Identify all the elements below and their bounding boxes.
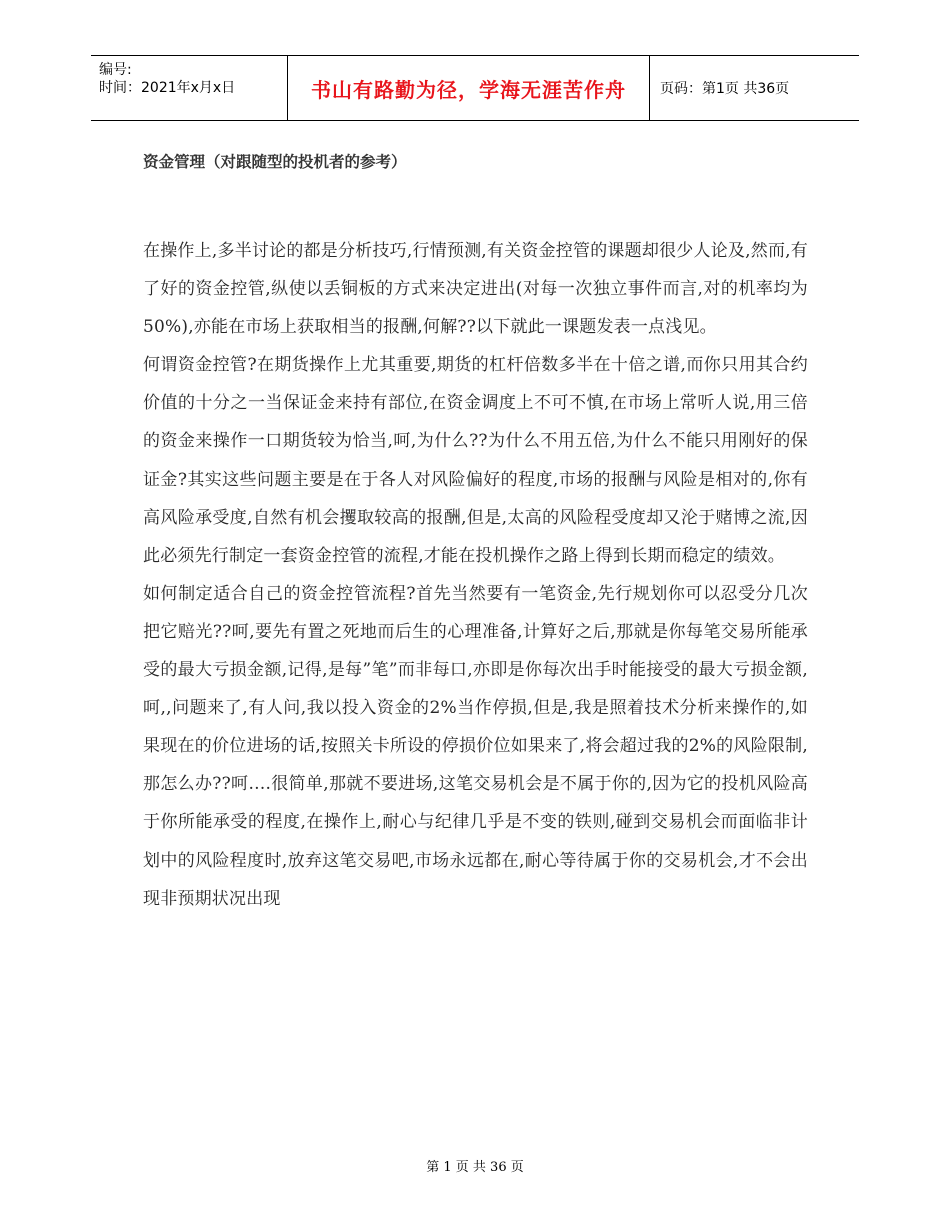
document-title: 资金管理（对跟随型的投机者的参考）	[143, 153, 407, 171]
document-body	[143, 232, 808, 918]
document-number-label: 编号:	[99, 62, 132, 78]
paragraph-1: 在操作上,多半讨论的都是分析技巧,行情预测,有关资金控管的课题却很少人论及,然而,有了好的资金控管,纵使以丢铜板的方式来决定进出(对每一次独立事件而言,对的机率均为50%),亦能在市场上获取相当的报酬,何解??以下就此一课题发表一点浅见。	[143, 241, 808, 338]
header-motto: 书山有路勤为径，学海无涯苦作舟	[311, 77, 626, 102]
paragraph-2: 何谓资金控管?在期货操作上尤其重要,期货的杠杆倍数多半在十倍之谱,而你只用其合约价值的十分之一当保证金来持有部位,在资金调度上不可不慎,在市场上常听人说,用三倍的资金来操作一口期货较为恰当,呵,为什么??为什么不用五倍,为什么不能只用刚好的保证金?其实这些问题主要是在于各人对风险偏好的程度,市场的报酬与风险是相对的,你有高风险承受度,自然有机会攫取较高的报酬,但是,太高的风险程受度却又沦于赌博之流,因此必须先行制定一套资金控管的流程,才能在投机操作之路上得到长期而稳定的绩效。	[143, 355, 808, 566]
header-motto-cell	[288, 56, 650, 120]
header-page-info: 页码：第1页 共36页	[660, 81, 790, 97]
paragraph-3: 如何制定适合自己的资金控管流程?首先当然要有一笔资金,先行规划你可以忍受分几次把它赔光??呵,要先有置之死地而后生的心理准备,计算好之后,那就是你每笔交易所能承受的最大亏损金额,记得,是每”笔”而非每口,亦即是你每次出手时能接受的最大亏损金额,呵,,问题来了,有人问,我以投入资金的2%当作停损,但是,我是照着技术分析来操作的,如果现在的价位进场的话,按照关卡所设的停损价位如果来了,将会超过我的2%的风险限制,那怎么办??呵….很简单,那就不要进场,这笔交易机会是不属于你的,因为它的投机风险高于你所能承受的程度,在操作上,耐心与纪律几乎是不变的铁则,碰到交易机会而面临非计划中的风险程度时,放弃这笔交易吧,市场永远都在,耐心等待属于你的交易机会,才不会出现非预期状况出现	[143, 583, 808, 909]
header-meta-cell	[91, 56, 288, 120]
document-header	[91, 55, 859, 121]
page-footer: 第 1 页 共 36 页	[426, 1160, 524, 1175]
header-page-cell	[650, 56, 859, 120]
document-time-label: 时间：2021年x月x日	[99, 80, 236, 96]
